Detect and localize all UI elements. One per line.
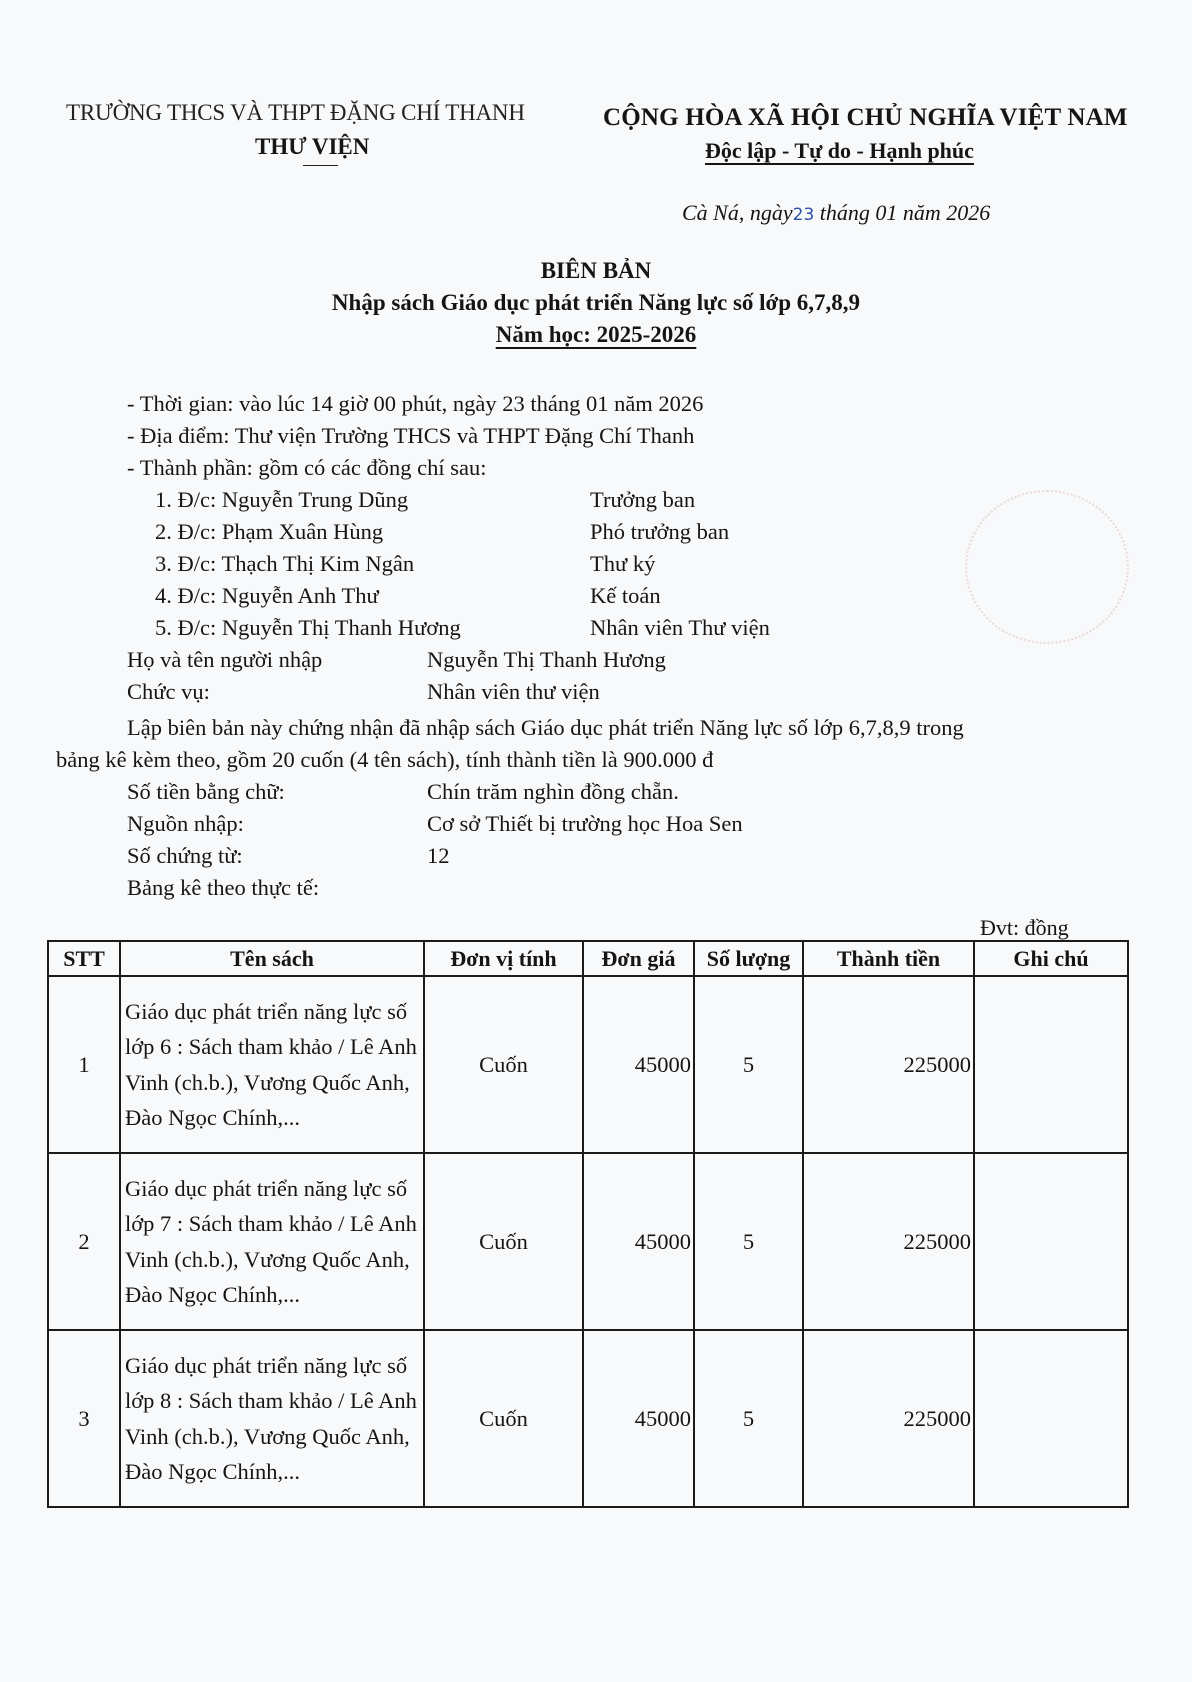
cell-title: Giáo dục phát triển năng lực số lớp 7 : Sách tham khảo / Lê Anh Vinh (ch.b.), Vương Quốc Anh, Đào Ngọc Chính,...	[120, 1153, 424, 1330]
cell-price: 45000	[583, 1330, 694, 1507]
table-row	[48, 976, 1128, 1153]
column-header-quantity: Số lượng	[694, 941, 803, 976]
member-name: 1. Đ/c: Nguyễn Trung Dũng	[155, 487, 409, 512]
document-date	[682, 200, 990, 226]
cell-title: Giáo dục phát triển năng lực số lớp 6 : Sách tham khảo / Lê Anh Vinh (ch.b.), Vương Quốc Anh, Đào Ngọc Chính,...	[120, 976, 424, 1153]
meeting-place: - Địa điểm: Thư viện Trường THCS và THPT Đặng Chí Thanh	[127, 423, 695, 448]
cell-note	[974, 976, 1128, 1153]
table-row	[48, 1330, 1128, 1507]
member-name: 3. Đ/c: Thạch Thị Kim Ngân	[155, 551, 415, 576]
cell-price: 45000	[583, 1153, 694, 1330]
voucher-value: 12	[427, 843, 450, 868]
department-name	[255, 134, 369, 160]
column-header-total: Thành tiền	[803, 941, 974, 976]
cell-title: Giáo dục phát triển năng lực số lớp 8 : Sách tham khảo / Lê Anh Vinh (ch.b.), Vương Quốc Anh, Đào Ngọc Chính,...	[120, 1330, 424, 1507]
country-name: CỘNG HÒA XÃ HỘI CHỦ NGHĨA VIỆT NAM	[603, 104, 1128, 131]
cell-quantity: 5	[694, 976, 803, 1153]
department-underline	[303, 165, 338, 166]
members-intro: - Thành phần: gồm có các đồng chí sau:	[127, 455, 487, 480]
date-prefix: Cà Ná, ngày	[682, 200, 793, 225]
member-role: Trưởng ban	[590, 487, 696, 512]
source-value: Cơ sở Thiết bị trường học Hoa Sen	[427, 811, 743, 836]
table-header-row	[48, 941, 1128, 976]
cell-stt: 2	[48, 1153, 120, 1330]
member-role: Thư ký	[590, 551, 656, 576]
document-title: BIÊN BẢN	[540, 258, 652, 283]
cell-stt: 1	[48, 976, 120, 1153]
cell-unit: Cuốn	[424, 1330, 583, 1507]
table-row	[48, 1153, 1128, 1330]
column-header-title: Tên sách	[120, 941, 424, 976]
cell-total: 225000	[803, 1330, 974, 1507]
position-value: Nhân viên thư viện	[427, 679, 600, 704]
cell-quantity: 5	[694, 1153, 803, 1330]
meeting-time: - Thời gian: vào lúc 14 giờ 00 phút, ngày 23 tháng 01 năm 2026	[127, 391, 704, 416]
faded-stamp	[965, 490, 1129, 644]
column-header-stt: STT	[48, 941, 120, 976]
school-year-label: Năm học: 2025-2026	[495, 322, 697, 347]
list-label: Bảng kê theo thực tế:	[127, 875, 320, 900]
member-role: Phó trưởng ban	[590, 519, 730, 544]
department-label: THƯ VIỆN	[255, 134, 370, 159]
school-name: TRƯỜNG THCS VÀ THPT ĐẶNG CHÍ THANH	[66, 100, 525, 125]
member-role: Kế toán	[590, 583, 661, 608]
position-label: Chức vụ:	[127, 679, 210, 704]
date-suffix: tháng 01 năm 2026	[814, 200, 991, 225]
cell-quantity: 5	[694, 1330, 803, 1507]
column-header-price: Đơn giá	[583, 941, 694, 976]
importer-label: Họ và tên người nhập	[127, 647, 323, 672]
statement-line-2: bảng kê kèm theo, gồm 20 cuốn (4 tên sách), tính thành tiền là 900.000 đ	[56, 747, 714, 772]
statement-line-1: Lập biên bản này chứng nhận đã nhập sách Giáo dục phát triển Năng lực số lớp 6,7,8,9 trong	[127, 715, 964, 740]
cell-unit: Cuốn	[424, 1153, 583, 1330]
member-name: 5. Đ/c: Nguyễn Thị Thanh Hương	[155, 615, 461, 640]
member-role: Nhân viên Thư viện	[590, 615, 770, 640]
cell-note	[974, 1153, 1128, 1330]
school-year	[0, 322, 1192, 348]
cell-total: 225000	[803, 1153, 974, 1330]
cell-price: 45000	[583, 976, 694, 1153]
cell-stt: 3	[48, 1330, 120, 1507]
importer-value: Nguyễn Thị Thanh Hương	[427, 647, 666, 672]
amount-words-label: Số tiền bằng chữ:	[127, 779, 285, 804]
member-name: 2. Đ/c: Phạm Xuân Hùng	[155, 519, 384, 544]
column-header-note: Ghi chú	[974, 941, 1128, 976]
cell-total: 225000	[803, 976, 974, 1153]
document-subtitle: Nhập sách Giáo dục phát triển Năng lực số lớp 6,7,8,9	[331, 290, 861, 315]
member-name: 4. Đ/c: Nguyễn Anh Thư	[155, 583, 379, 608]
national-motto: Độc lập - Tự do - Hạnh phúc	[705, 138, 974, 163]
unit-note: Đvt: đồng	[980, 915, 1069, 940]
voucher-label: Số chứng từ:	[127, 843, 243, 868]
source-label: Nguồn nhập:	[127, 811, 244, 836]
handwritten-day: 23	[792, 205, 815, 225]
cell-unit: Cuốn	[424, 976, 583, 1153]
column-header-unit: Đơn vị tính	[424, 941, 583, 976]
book-list-table	[47, 940, 1129, 1508]
cell-note	[974, 1330, 1128, 1507]
amount-words-value: Chín trăm nghìn đồng chẵn.	[427, 779, 679, 804]
